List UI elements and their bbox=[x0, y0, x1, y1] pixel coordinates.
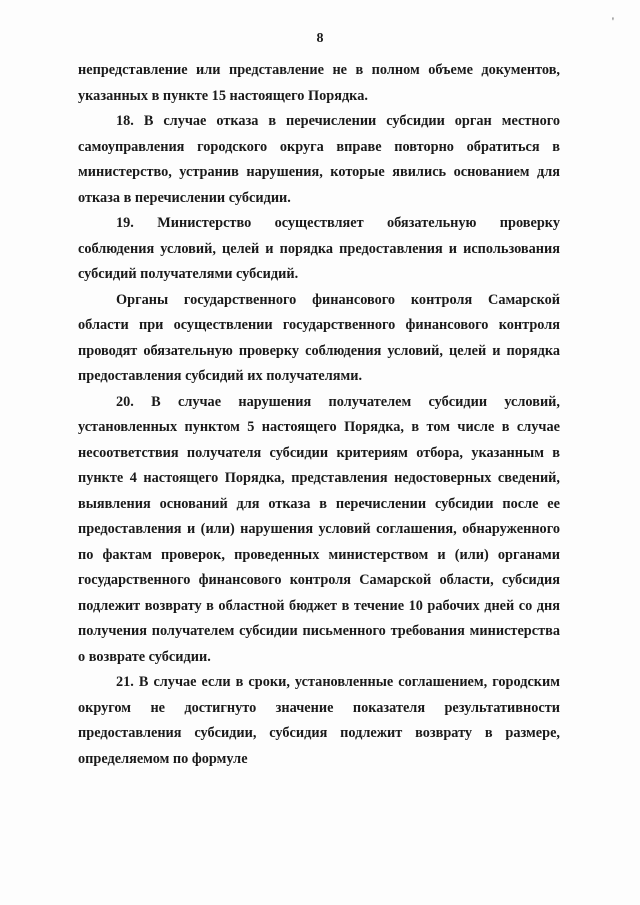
page-number: 8 bbox=[316, 31, 324, 46]
paragraph-continuation: непредставление или представление не в полном объеме документов, указанных в пункте 15 настоящего Порядка. bbox=[78, 62, 560, 104]
document-body bbox=[78, 58, 560, 772]
paragraph-19-control-bodies: Органы государственного финансового контроля Самарской области при осуществлении государственного финансового контроля проводят обязательную проверку соблюдения условий, целей и порядка предоставления субсидий их получателями. bbox=[78, 291, 560, 384]
paragraph-18: 18. В случае отказа в перечислении субсидии орган местного самоуправления городского округа вправе повторно обратиться в министерство, устранив нарушения, которые явились основанием для отказа в перечислении субсидии. bbox=[78, 113, 560, 206]
scan-edge-mark: ' bbox=[611, 14, 614, 28]
paragraph-20: 20. В случае нарушения получателем субсидии условий, установленных пунктом 5 настоящего Порядка, в том числе в случае несоответствия получателя субсидии критериям отбора, указанным в пункте 4 настоящего Порядка, представления недостоверных сведений, выявления оснований для отказа в перечислении субсидии после ее предоставления и (или) нарушения условий соглашения, обнаруженного по фактам проверок, проведенных министерством и (или) органами государственного финансового контроля Самарской области, субсидия подлежит возврату в областной бюджет в течение 10 рабочих дней со дня получения получателем субсидии письменного требования министерства о возврате субсидии. bbox=[78, 393, 560, 665]
paragraph-19: 19. Министерство осуществляет обязательную проверку соблюдения условий, целей и порядка предоставления и использования субсидий получателями субсидий. bbox=[78, 215, 560, 282]
paragraph-21: 21. В случае если в сроки, установленные соглашением, городским округом не достигнуто значение показателя результативности предоставления субсидии, субсидия подлежит возврату в размере, определяемом по формуле bbox=[78, 674, 560, 767]
